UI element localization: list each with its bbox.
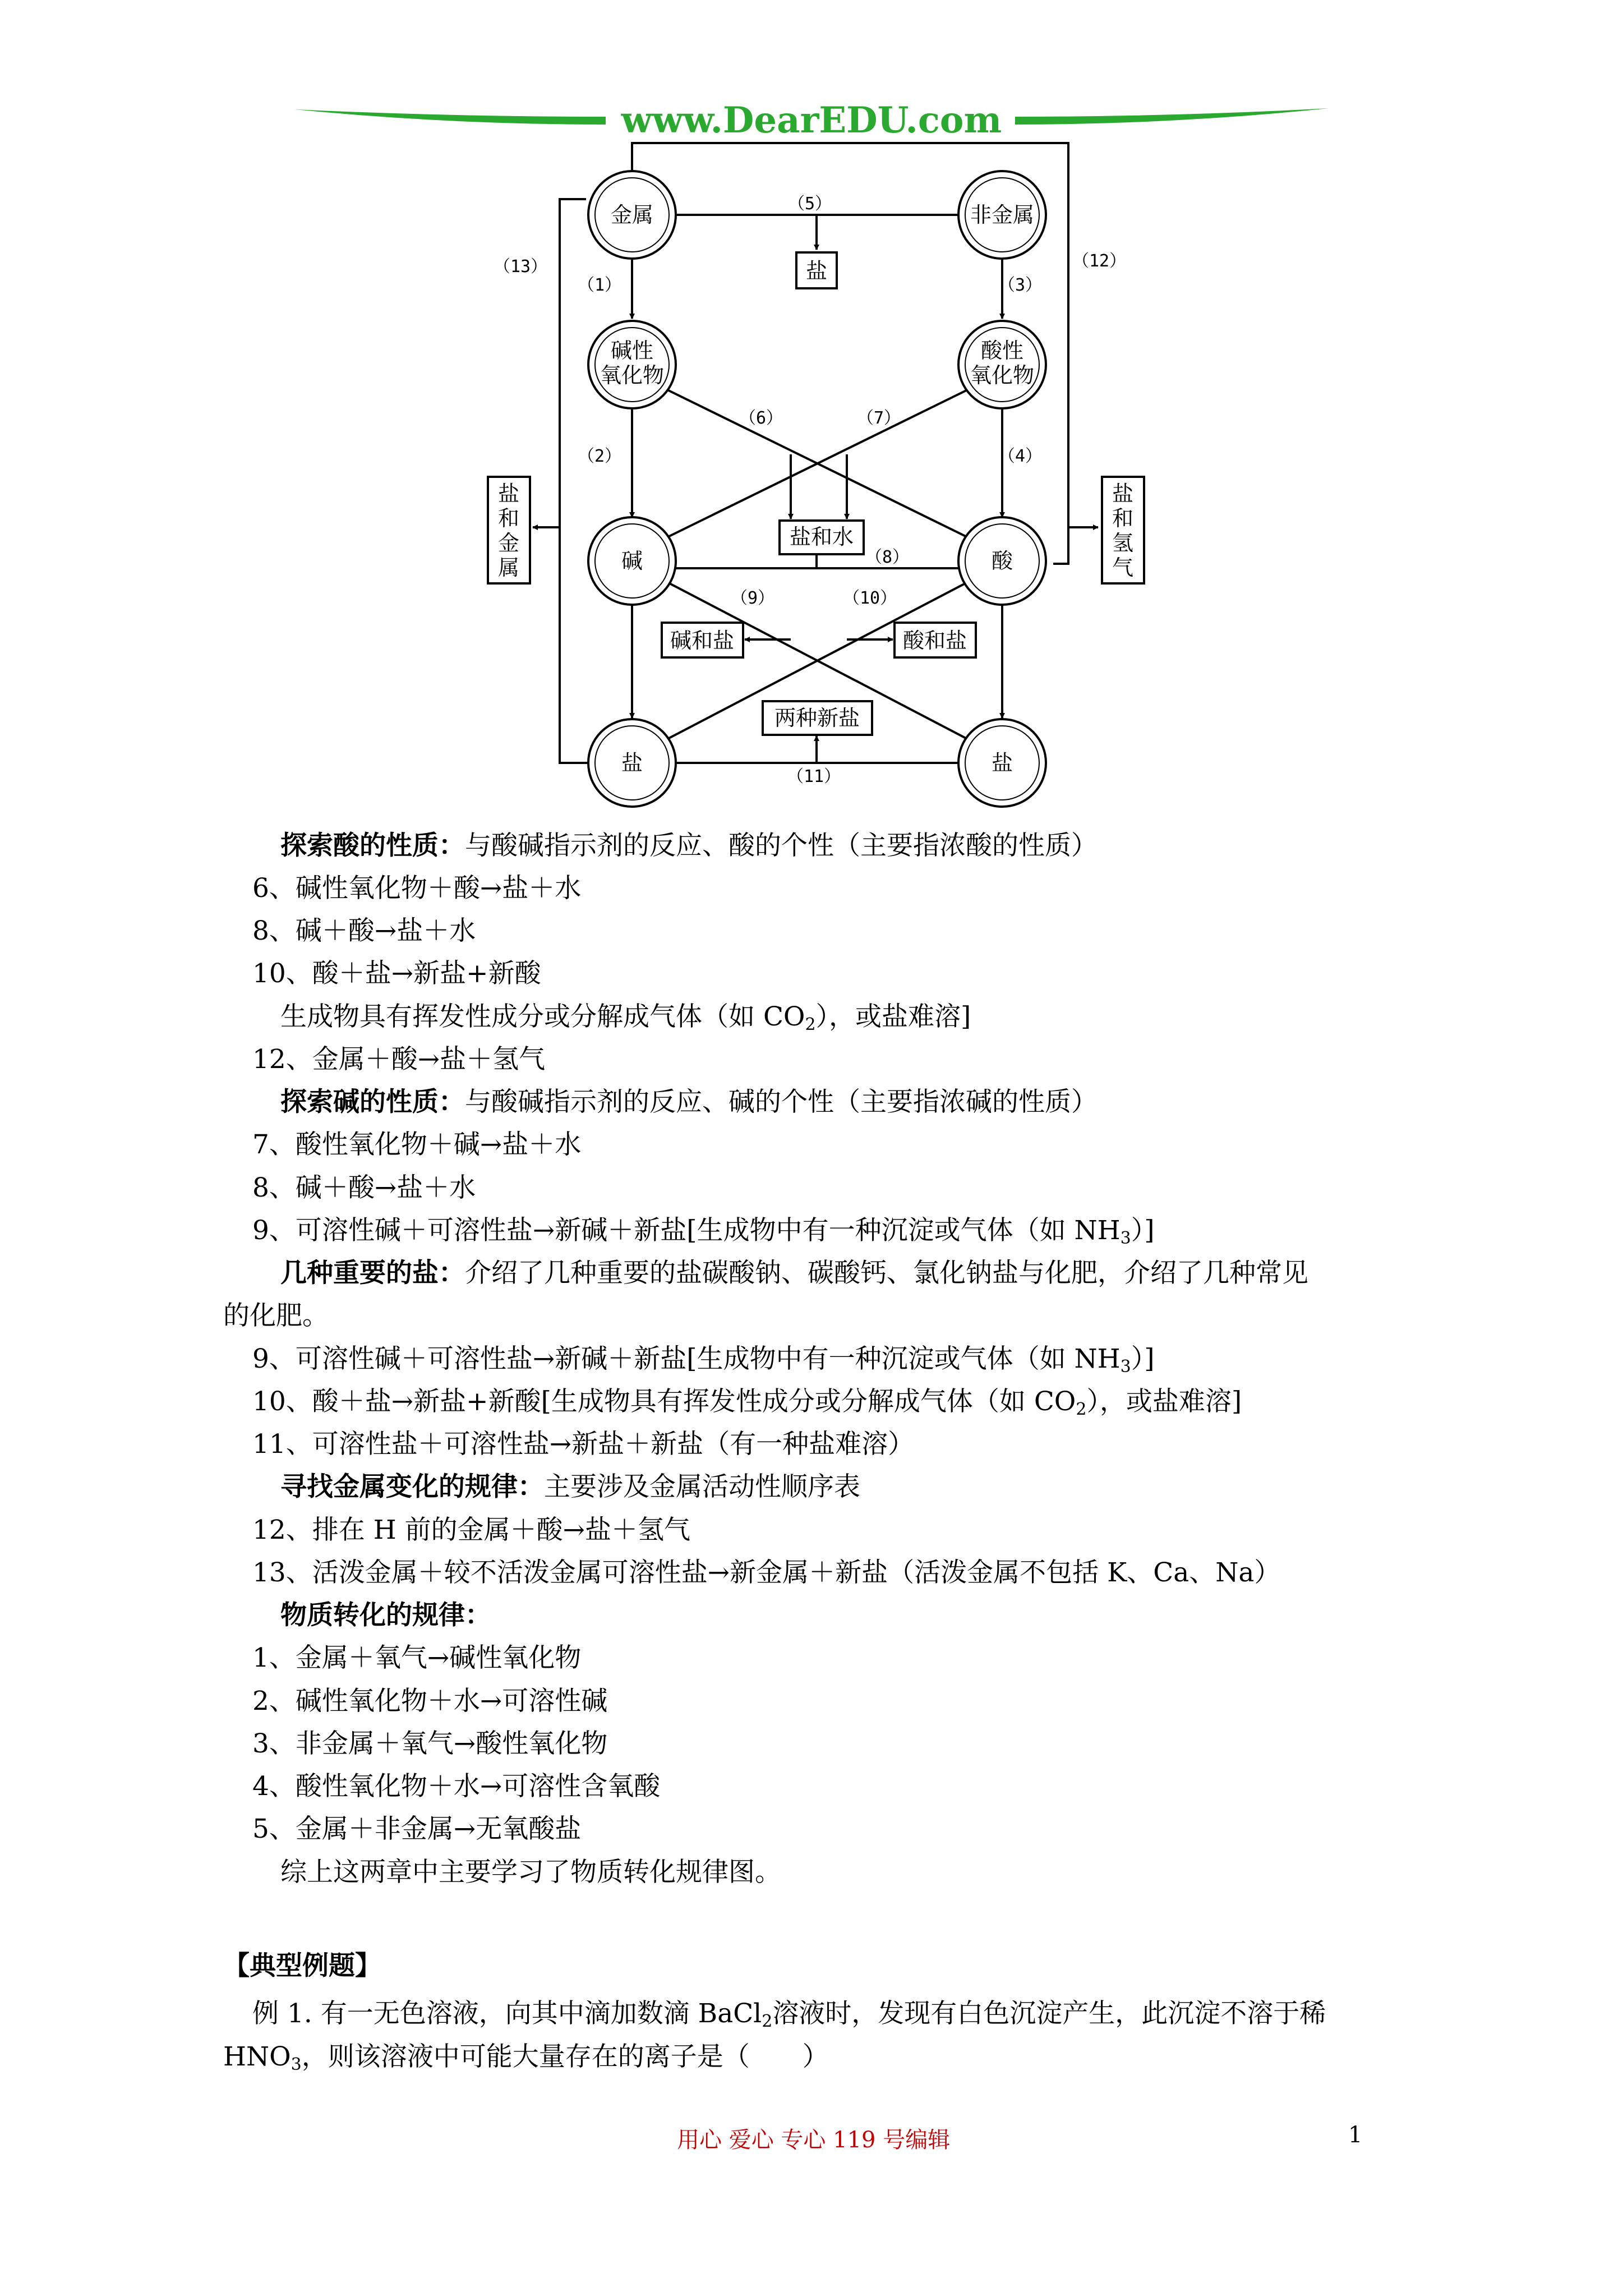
header-logo [294, 99, 1329, 141]
acid-rule-8: 8、碱＋酸→盐＋水 [252, 915, 476, 946]
rule-3: 3、非金属＋氧气→酸性氧化物 [252, 1728, 608, 1759]
rule-2: 2、碱性氧化物＋水→可溶性碱 [252, 1686, 608, 1717]
svg-text:（10）: （10） [843, 588, 897, 608]
svg-text:酸和盐: 酸和盐 [902, 628, 967, 653]
rule-5: 5、金属＋非金属→无氧酸盐 [252, 1814, 582, 1844]
page-number: 1 [1348, 2122, 1363, 2148]
svg-text:盐: 盐 [621, 751, 643, 775]
examples-heading: 【典型例题】 [223, 1950, 381, 1981]
svg-text:www.DearEDU.com: www.DearEDU.com [621, 99, 1002, 141]
acid-heading: 探索酸的性质： [280, 830, 465, 861]
salt-rule-10: 10、酸＋盐→新盐+新酸[生成物具有挥发性成分或分解成气体（如 $CO_2$），或盐难溶] [252, 1386, 1242, 1419]
acid-rule-12: 12、金属＋酸→盐＋氢气 [252, 1044, 546, 1075]
footer-text: 用心 爱心 专心 119 号编辑 [677, 2127, 951, 2153]
rule-4: 4、酸性氧化物＋水→可溶性含氧酸 [252, 1771, 661, 1802]
base-rule-7: 7、酸性氧化物＋碱→盐＋水 [252, 1129, 582, 1160]
acid-heading-line [280, 829, 1098, 863]
salt-rule-11: 11、可溶性盐＋可溶性盐→新盐＋新盐（有一种盐难溶） [252, 1429, 915, 1460]
svg-text:氧化物: 氧化物 [970, 363, 1035, 388]
example-1-cont: $HNO_3$，则该溶液中可能大量存在的离子是（ ） [223, 2041, 829, 2074]
svg-text:和: 和 [497, 506, 520, 531]
svg-text:（12）: （12） [1072, 251, 1127, 271]
svg-text:酸: 酸 [991, 549, 1013, 573]
base-heading: 探索碱的性质： [280, 1087, 465, 1117]
svg-text:（8）: （8） [865, 547, 910, 567]
svg-text:盐: 盐 [497, 481, 520, 506]
rule-1: 1、金属＋氧气→碱性氧化物 [252, 1642, 582, 1673]
svg-text:（11）: （11） [787, 767, 841, 786]
salt-heading: 几种重要的盐： [280, 1258, 465, 1289]
salt-heading-line [280, 1257, 1308, 1290]
svg-text:盐: 盐 [991, 751, 1013, 775]
svg-text:（13）: （13） [494, 257, 548, 277]
svg-text:碱性: 碱性 [610, 338, 654, 363]
svg-text:金: 金 [497, 531, 520, 555]
svg-text:（9）: （9） [731, 588, 775, 608]
svg-text:（3）: （3） [998, 275, 1043, 295]
base-rule-9: 9、可溶性碱＋可溶性盐→新碱＋新盐[生成物中有一种沉淀或气体（如 $NH_3$）] [252, 1215, 1155, 1248]
svg-text:（1）: （1） [578, 275, 622, 295]
acid-rule-10: 10、酸＋盐→新盐+新酸 [252, 958, 541, 989]
svg-text:（7）: （7） [857, 408, 901, 428]
salt-heading-rest: 介绍了几种重要的盐碳酸钠、碳酸钙、氯化钠盐与化肥，介绍了几种常见 [465, 1258, 1308, 1289]
svg-text:盐: 盐 [805, 259, 828, 283]
svg-text:碱: 碱 [621, 549, 643, 573]
svg-text:（5）: （5） [788, 194, 832, 214]
metal-heading: 寻找金属变化的规律： [280, 1471, 544, 1502]
metal-rule-12: 12、排在 H 前的金属＋酸→盐＋氢气 [252, 1515, 691, 1545]
metal-heading-rest: 主要涉及金属活动性顺序表 [544, 1471, 860, 1502]
base-rule-8: 8、碱＋酸→盐＋水 [252, 1172, 476, 1203]
acid-rule-6: 6、碱性氧化物＋酸→盐＋水 [252, 873, 582, 904]
acid-heading-rest: 与酸碱指示剂的反应、酸的个性（主要指浓酸的性质） [465, 830, 1098, 861]
base-heading-rest: 与酸碱指示剂的反应、碱的个性（主要指浓碱的性质） [465, 1087, 1098, 1117]
summary: 综上这两章中主要学习了物质转化规律图。 [280, 1857, 781, 1888]
salt-heading-cont: 的化肥。 [223, 1300, 329, 1331]
svg-text:（2）: （2） [578, 447, 622, 466]
svg-text:非金属: 非金属 [970, 203, 1035, 227]
svg-text:盐和水: 盐和水 [789, 524, 854, 549]
acid-rule-10-note: 生成物具有挥发性成分或分解成气体（如 $CO_2$），或盐难溶] [280, 1001, 971, 1034]
svg-text:酸性: 酸性 [980, 338, 1024, 363]
metal-rule-13: 13、活泼金属＋较不活泼金属可溶性盐→新金属＋新盐（活泼金属不包括 K、Ca、Na） [252, 1557, 1281, 1588]
base-heading-line [280, 1085, 1098, 1119]
svg-text:（6）: （6） [739, 408, 783, 428]
svg-text:盐: 盐 [1112, 481, 1134, 506]
rule-heading: 物质转化的规律： [280, 1600, 491, 1631]
svg-text:氢: 氢 [1112, 531, 1134, 555]
svg-text:气: 气 [1112, 555, 1134, 580]
svg-text:氧化物: 氧化物 [600, 363, 665, 388]
metal-heading-line [280, 1470, 860, 1504]
salt-rule-9: 9、可溶性碱＋可溶性盐→新碱＋新盐[生成物中有一种沉淀或气体（如 $NH_3$）] [252, 1343, 1155, 1377]
svg-text:（4）: （4） [998, 447, 1043, 466]
example-1: 例 1. 有一无色溶液，向其中滴加数滴 BaCl$_2$溶液时，发现有白色沉淀产生，此沉淀不溶于稀 [252, 1998, 1326, 2031]
svg-text:碱和盐: 碱和盐 [670, 628, 735, 653]
svg-text:和: 和 [1112, 506, 1134, 531]
svg-text:属: 属 [497, 555, 520, 580]
svg-text:金属: 金属 [610, 203, 654, 227]
conversion-diagram [0, 0, 1623, 808]
svg-text:两种新盐: 两种新盐 [774, 706, 860, 730]
